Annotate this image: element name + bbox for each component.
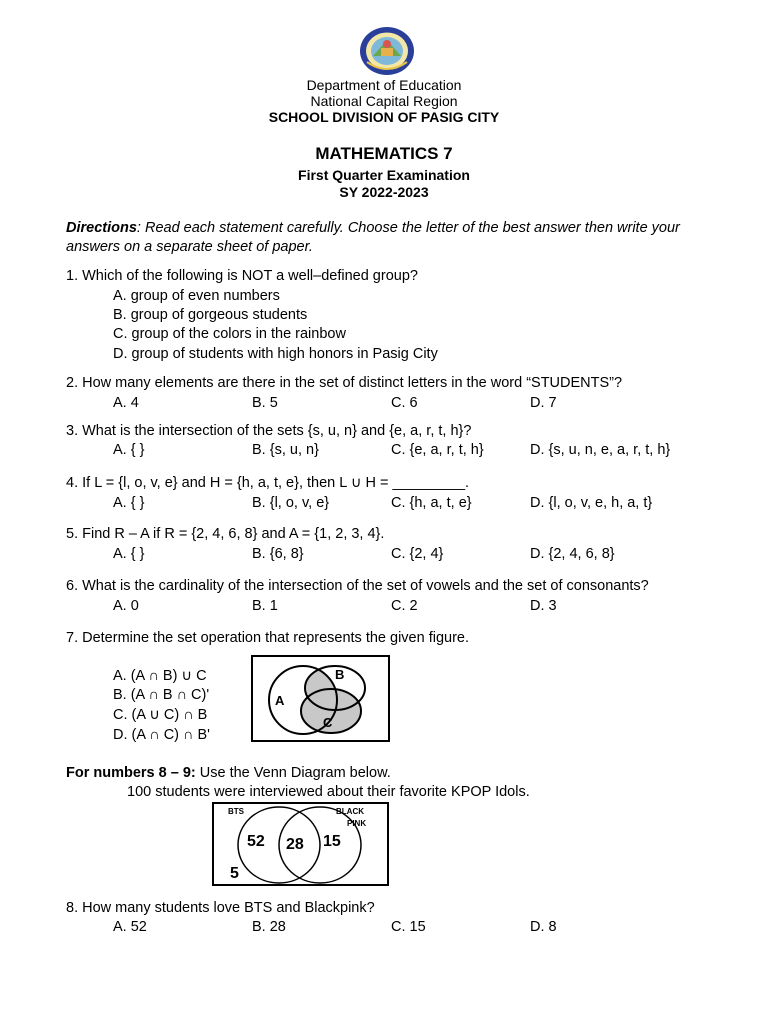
q2-option-d[interactable]: D. 7 [530, 395, 557, 411]
q5-option-d[interactable]: D. {2, 4, 6, 8} [530, 546, 615, 562]
group-8-9-heading [66, 765, 391, 781]
q1-option-c[interactable]: C. group of the colors in the rainbow [113, 326, 346, 342]
q7-option-a[interactable]: A. (A ∩ B) ∪ C [113, 668, 207, 684]
label-a: A [275, 693, 285, 708]
q7-venn-figure [251, 655, 391, 743]
question-6: 6. What is the cardinality of the intersection of the set of vowels and the set of consonants? [66, 578, 649, 594]
division-seal [359, 26, 415, 76]
q8-option-a[interactable]: A. 52 [113, 919, 147, 935]
q4-option-c[interactable]: C. {h, a, t, e} [391, 495, 472, 511]
blackpink-label-1: BLACK [336, 807, 364, 816]
q4-option-b[interactable]: B. {l, o, v, e} [252, 495, 330, 511]
q4-option-d[interactable]: D. {l, o, v, e, h, a, t} [530, 495, 653, 511]
label-b: B [335, 667, 345, 682]
q6-option-b[interactable]: B. 1 [252, 598, 278, 614]
q5-option-c[interactable]: C. {2, 4} [391, 546, 444, 562]
blackpink-label-2: PINK [347, 819, 367, 828]
bts-only-count: 52 [247, 833, 265, 850]
q3-option-d[interactable]: D. {s, u, n, e, a, r, t, h} [530, 442, 671, 458]
q7-option-b[interactable]: B. (A ∩ B ∩ C)' [113, 687, 210, 703]
subject-title: MATHEMATICS 7 [315, 144, 453, 163]
q8-option-b[interactable]: B. 28 [252, 919, 286, 935]
q6-option-c[interactable]: C. 2 [391, 598, 418, 614]
directions-line-1 [66, 220, 680, 236]
header-region: National Capital Region [310, 93, 458, 109]
q7-option-d[interactable]: D. (A ∩ C) ∩ B' [113, 727, 210, 743]
q3-option-c[interactable]: C. {e, a, r, t, h} [391, 442, 484, 458]
blackpink-only-count: 15 [323, 833, 341, 850]
q5-option-b[interactable]: B. {6, 8} [252, 546, 304, 562]
group-8-9-intro: 100 students were interviewed about their favorite KPOP Idols. [127, 784, 530, 800]
school-year: SY 2022-2023 [339, 184, 429, 200]
directions-label: Directions [66, 220, 137, 236]
question-4: 4. If L = {l, o, v, e} and H = {h, a, t, e}, then L ∪ H = _________. [66, 475, 470, 491]
kpop-venn-diagram [212, 802, 390, 887]
label-c: C [323, 715, 333, 730]
q6-option-d[interactable]: D. 3 [530, 598, 557, 614]
q3-option-b[interactable]: B. {s, u, n} [252, 442, 319, 458]
q1-option-d[interactable]: D. group of students with high honors in Pasig City [113, 346, 438, 362]
q6-option-a[interactable]: A. 0 [113, 598, 139, 614]
directions-text-1: : Read each statement carefully. Choose the letter of the best answer then write your [136, 220, 680, 236]
bts-label: BTS [228, 807, 244, 816]
exam-title: First Quarter Examination [298, 167, 470, 183]
q8-option-d[interactable]: D. 8 [530, 919, 557, 935]
both-count: 28 [286, 836, 304, 853]
question-7: 7. Determine the set operation that represents the given figure. [66, 630, 470, 646]
q5-option-a[interactable]: A. { } [113, 546, 145, 562]
question-1: 1. Which of the following is NOT a well–defined group? [66, 268, 418, 284]
q4-option-a[interactable]: A. { } [113, 495, 145, 511]
question-2: 2. How many elements are there in the set of distinct letters in the word “STUDENTS”? [66, 375, 623, 391]
group-8-9-instruction: Use the Venn Diagram below. [195, 765, 391, 781]
header-division: SCHOOL DIVISION OF PASIG CITY [268, 109, 500, 125]
directions-text-2: answers on a separate sheet of paper. [66, 239, 313, 255]
q3-option-a[interactable]: A. { } [113, 442, 145, 458]
question-8: 8. How many students love BTS and Blackpink? [66, 900, 375, 916]
q2-option-c[interactable]: C. 6 [391, 395, 418, 411]
q8-option-c[interactable]: C. 15 [391, 919, 426, 935]
q1-option-a[interactable]: A. group of even numbers [113, 288, 280, 304]
question-3: 3. What is the intersection of the sets {s, u, n} and {e, a, r, t, h}? [66, 423, 472, 439]
header-department: Department of Education [306, 77, 462, 93]
group-8-9-label: For numbers 8 – 9: [66, 765, 196, 781]
q7-option-c[interactable]: C. (A ∪ C) ∩ B [113, 707, 208, 723]
neither-count: 5 [230, 865, 239, 882]
question-5: 5. Find R – A if R = {2, 4, 6, 8} and A = {1, 2, 3, 4}. [66, 526, 385, 542]
q1-option-b[interactable]: B. group of gorgeous students [113, 307, 308, 323]
q2-option-a[interactable]: A. 4 [113, 395, 139, 411]
q2-option-b[interactable]: B. 5 [252, 395, 278, 411]
